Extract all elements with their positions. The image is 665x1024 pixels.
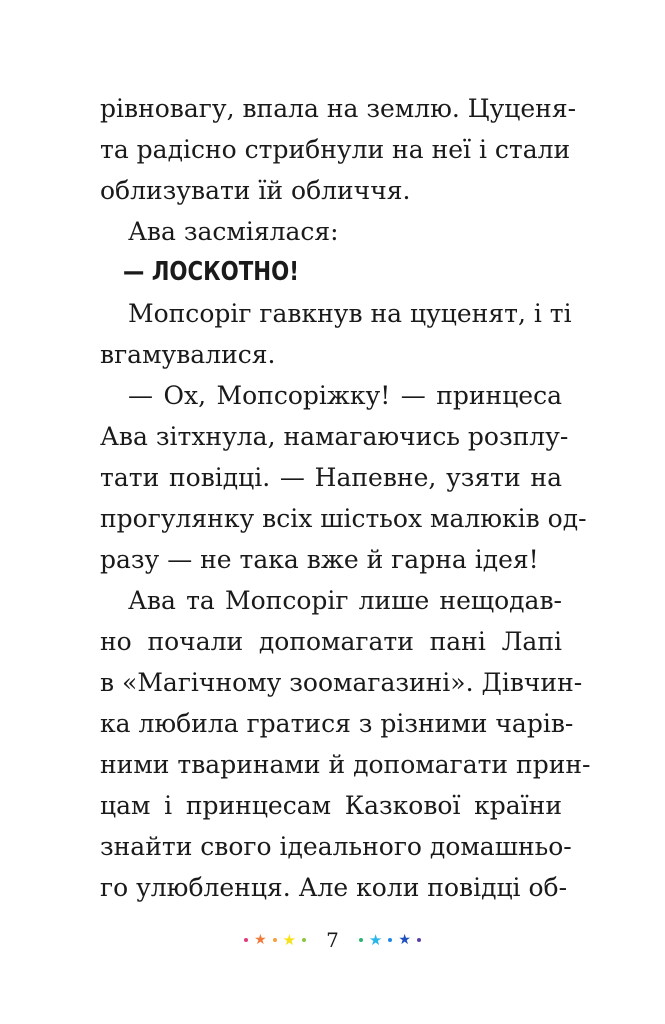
text-line: та радісно стрибнули на неї і стали — [100, 135, 571, 164]
text-line: рівновагу, впала на землю. Цуценя- — [100, 94, 577, 123]
text-line: ка любила гратися з різними чарів- — [100, 709, 574, 738]
text-line: Мопсоріг гавкнув на цуценят, і ті — [128, 299, 572, 328]
left-star-ornament — [244, 930, 306, 949]
text-line: тати повідці. — Напевне, узяти на — [100, 463, 562, 492]
star-icon: ★ — [254, 932, 267, 948]
text-line: Ава засміялася: — [128, 217, 339, 246]
text-line: вгамувалися. — [100, 340, 276, 369]
text-line: разу — не така вже й гарна ідея! — [100, 545, 539, 574]
text-line: прогулянку всіх шістьох малюків од- — [100, 504, 587, 533]
page-number: 7 — [326, 928, 339, 952]
dot-icon — [417, 938, 421, 942]
dot-icon — [302, 938, 306, 942]
text-line: облизувати їй обличчя. — [100, 176, 411, 205]
dot-icon — [244, 938, 248, 942]
text-line: — Ох, Мопсоріжку! — принцеса — [128, 381, 562, 410]
body-text — [100, 88, 591, 908]
star-icon: ★ — [398, 932, 411, 948]
right-star-ornament — [359, 930, 421, 949]
text-line: в «Магічному зоомагазині». Дівчин- — [100, 668, 583, 697]
text-line: но почали допомагати пані Лапі — [100, 627, 562, 656]
star-icon: ★ — [368, 930, 383, 949]
page-footer — [0, 925, 665, 955]
dot-icon — [359, 938, 363, 942]
exclamation-line: — ЛОСКОТНО! — [122, 257, 299, 287]
text-line: ними тваринами й допомагати прин- — [100, 750, 591, 779]
text-line: Ава зітхнула, намагаючись розплу- — [100, 422, 569, 451]
text-line: цам і принцесам Казкової країни — [100, 791, 562, 820]
text-line: Ава та Мопсоріг лише нещодав- — [128, 586, 562, 615]
dot-icon — [273, 938, 277, 942]
star-icon: ★ — [282, 930, 297, 949]
text-line: го улюбленця. Але коли повідці об- — [100, 873, 568, 902]
dot-icon — [388, 938, 392, 942]
text-line: знайти свого ідеального домашньо- — [100, 832, 572, 861]
